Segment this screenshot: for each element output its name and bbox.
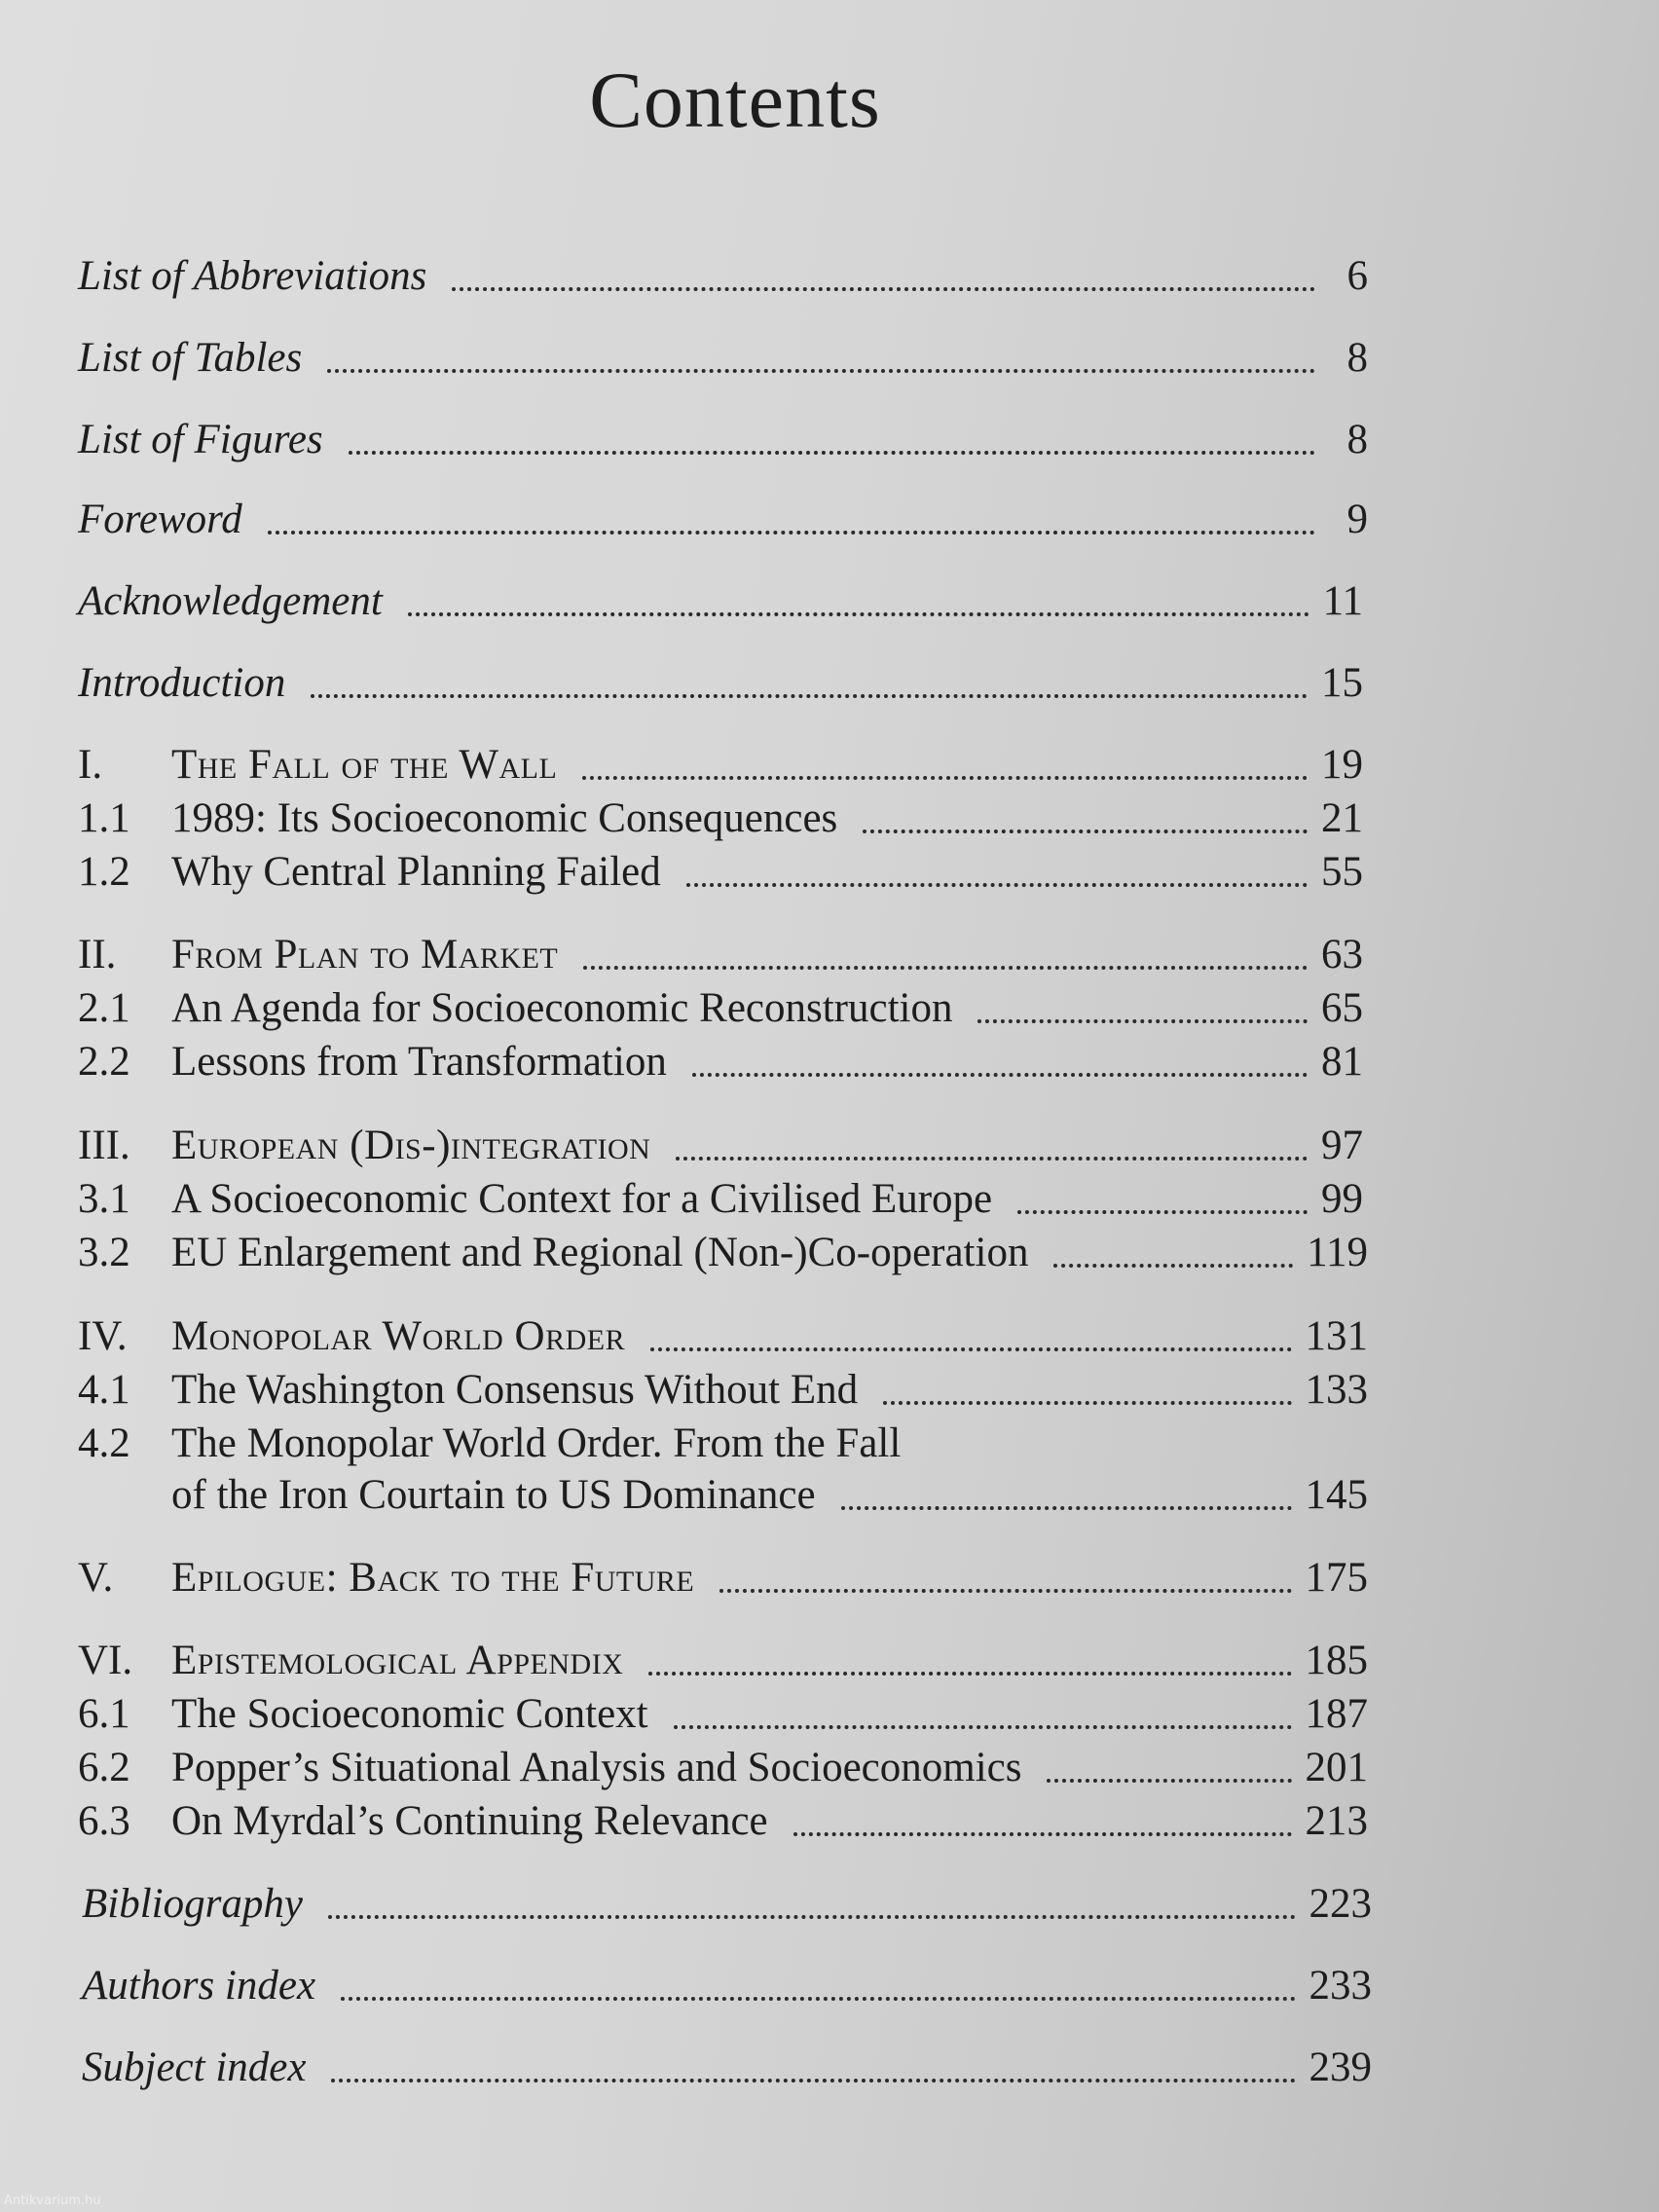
section-title: The Washington Consensus Without End xyxy=(171,1367,859,1413)
dot-leader xyxy=(582,776,1308,780)
dot-leader xyxy=(328,1915,1296,1919)
toc-entry-subject-index xyxy=(78,2043,1372,2093)
entry-page: 11 xyxy=(1322,578,1363,624)
chapter-title: European (Dis-)integration xyxy=(171,1123,651,1168)
toc-chapter-3 xyxy=(78,1121,1363,1171)
chapter-title: Epilogue: Back to the Future xyxy=(171,1555,695,1601)
section-title-continued: of the Iron Courtain to US Dominance xyxy=(171,1472,816,1518)
entry-page: 175 xyxy=(1305,1555,1368,1601)
toc-section-6-2 xyxy=(78,1743,1368,1793)
dot-leader xyxy=(268,531,1315,535)
dot-leader xyxy=(583,966,1308,970)
entry-page: 223 xyxy=(1309,1881,1372,1927)
toc-entry-abbreviations xyxy=(78,251,1368,302)
toc-chapter-4 xyxy=(78,1311,1368,1362)
entry-page: 131 xyxy=(1305,1313,1368,1359)
entry-label: List of Figures xyxy=(78,417,323,462)
toc-entry-tables xyxy=(78,333,1368,384)
section-title: On Myrdal’s Continuing Relevance xyxy=(171,1798,768,1844)
dot-leader xyxy=(327,369,1315,373)
chapter-number: III. xyxy=(78,1123,130,1168)
dot-leader xyxy=(676,1157,1308,1161)
entry-page: 8 xyxy=(1346,335,1368,381)
entry-label: List of Abbreviations xyxy=(78,253,427,299)
entry-page: 65 xyxy=(1321,985,1363,1031)
entry-label: Acknowledgement xyxy=(78,578,383,624)
entry-label: Authors index xyxy=(82,1963,316,2009)
toc-section-4-1 xyxy=(78,1365,1368,1416)
entry-page: 145 xyxy=(1305,1472,1368,1518)
chapter-number: VI. xyxy=(78,1638,133,1683)
entry-page: 213 xyxy=(1305,1798,1368,1844)
entry-page: 15 xyxy=(1321,660,1363,706)
section-title: A Socioeconomic Context for a Civilised Europe xyxy=(171,1176,993,1222)
page-title: Contents xyxy=(589,55,881,144)
watermark-text: Antikvarium.hu xyxy=(4,2194,101,2208)
dot-leader xyxy=(311,694,1308,698)
chapter-title: The Fall of the Wall xyxy=(171,742,558,788)
toc-section-6-3 xyxy=(78,1796,1368,1847)
entry-page: 81 xyxy=(1321,1039,1363,1085)
toc-section-4-2-continued xyxy=(78,1470,1368,1521)
dot-leader xyxy=(674,1725,1292,1729)
toc-entry-acknowledgement xyxy=(78,576,1363,627)
dot-leader xyxy=(841,1506,1292,1510)
entry-page: 239 xyxy=(1309,2045,1372,2090)
section-title: Lessons from Transformation xyxy=(171,1039,667,1085)
entry-page: 97 xyxy=(1321,1123,1363,1168)
entry-page: 119 xyxy=(1307,1230,1368,1275)
entry-page: 21 xyxy=(1321,795,1363,841)
entry-page: 201 xyxy=(1305,1745,1368,1790)
entry-label: Bibliography xyxy=(82,1881,303,1927)
chapter-number: V. xyxy=(78,1555,114,1601)
section-title: The Monopolar World Order. From the Fall xyxy=(171,1420,902,1466)
toc-section-2-2 xyxy=(78,1037,1363,1088)
toc-section-3-1 xyxy=(78,1174,1363,1225)
chapter-number: IV. xyxy=(78,1313,128,1359)
chapter-title: From Plan to Market xyxy=(171,932,559,977)
dot-leader xyxy=(452,287,1315,291)
section-number: 6.2 xyxy=(78,1745,130,1790)
toc-entry-foreword xyxy=(78,495,1368,545)
section-number: 2.1 xyxy=(78,985,130,1031)
entry-label: List of Tables xyxy=(78,335,303,381)
entry-page: 187 xyxy=(1305,1691,1368,1737)
section-number: 1.1 xyxy=(78,795,130,841)
section-number: 4.1 xyxy=(78,1367,130,1413)
dot-leader xyxy=(648,1672,1291,1676)
section-title: EU Enlargement and Regional (Non-)Co-operation xyxy=(171,1230,1029,1275)
toc-chapter-6 xyxy=(78,1636,1368,1686)
section-number: 3.2 xyxy=(78,1230,130,1275)
entry-page: 55 xyxy=(1321,849,1363,895)
section-number: 1.2 xyxy=(78,849,130,895)
toc-section-1-1 xyxy=(78,793,1363,844)
dot-leader xyxy=(1047,1779,1291,1783)
entry-page: 133 xyxy=(1305,1367,1368,1413)
section-number: 4.2 xyxy=(78,1420,130,1466)
chapter-number: I. xyxy=(78,742,103,788)
section-number: 3.1 xyxy=(78,1176,130,1222)
toc-section-4-2 xyxy=(78,1419,1368,1469)
chapter-number: II. xyxy=(78,932,117,977)
dot-leader xyxy=(719,1589,1291,1593)
entry-page: 19 xyxy=(1321,742,1363,788)
dot-leader xyxy=(408,612,1309,616)
entry-page: 63 xyxy=(1321,932,1363,977)
toc-section-6-1 xyxy=(78,1689,1368,1740)
toc-entry-authors-index xyxy=(78,1961,1372,2011)
section-title: Popper’s Situational Analysis and Socioeconomics xyxy=(171,1745,1022,1790)
toc-section-2-1 xyxy=(78,983,1363,1034)
entry-page: 185 xyxy=(1305,1638,1368,1683)
toc-entry-bibliography xyxy=(78,1879,1372,1930)
entry-label: Subject index xyxy=(82,2045,307,2090)
chapter-title: Epistemological Appendix xyxy=(171,1638,624,1683)
dot-leader xyxy=(341,1997,1295,2001)
dot-leader xyxy=(331,2079,1295,2083)
section-title: Why Central Planning Failed xyxy=(171,849,661,895)
section-title: 1989: Its Socioeconomic Consequences xyxy=(171,795,838,841)
toc-section-3-2 xyxy=(78,1228,1368,1278)
section-number: 6.1 xyxy=(78,1691,130,1737)
dot-leader xyxy=(349,451,1315,455)
section-number: 6.3 xyxy=(78,1798,130,1844)
entry-label: Foreword xyxy=(78,497,242,542)
section-title: The Socioeconomic Context xyxy=(171,1691,648,1737)
dot-leader xyxy=(793,1832,1292,1836)
section-title: An Agenda for Socioeconomic Reconstruction xyxy=(171,985,953,1031)
entry-page: 99 xyxy=(1321,1176,1363,1222)
toc-chapter-2 xyxy=(78,930,1363,980)
toc-section-1-2 xyxy=(78,847,1363,898)
dot-leader xyxy=(1053,1264,1293,1268)
toc-chapter-1 xyxy=(78,740,1363,791)
dot-leader xyxy=(692,1073,1308,1077)
toc-chapter-5 xyxy=(78,1553,1368,1604)
entry-label: Introduction xyxy=(78,660,286,706)
entry-page: 233 xyxy=(1309,1963,1372,2009)
entry-page: 6 xyxy=(1346,253,1368,299)
chapter-title: Monopolar World Order xyxy=(171,1313,626,1359)
dot-leader xyxy=(883,1401,1291,1405)
entry-page: 8 xyxy=(1346,417,1368,462)
dot-leader xyxy=(863,830,1308,833)
entry-page: 9 xyxy=(1346,497,1368,542)
section-number: 2.2 xyxy=(78,1039,130,1085)
dot-leader xyxy=(1017,1210,1308,1214)
toc-entry-figures xyxy=(78,415,1368,465)
dot-leader xyxy=(650,1347,1291,1351)
toc-entry-introduction xyxy=(78,658,1363,709)
dot-leader xyxy=(977,1019,1308,1023)
dot-leader xyxy=(686,883,1308,887)
